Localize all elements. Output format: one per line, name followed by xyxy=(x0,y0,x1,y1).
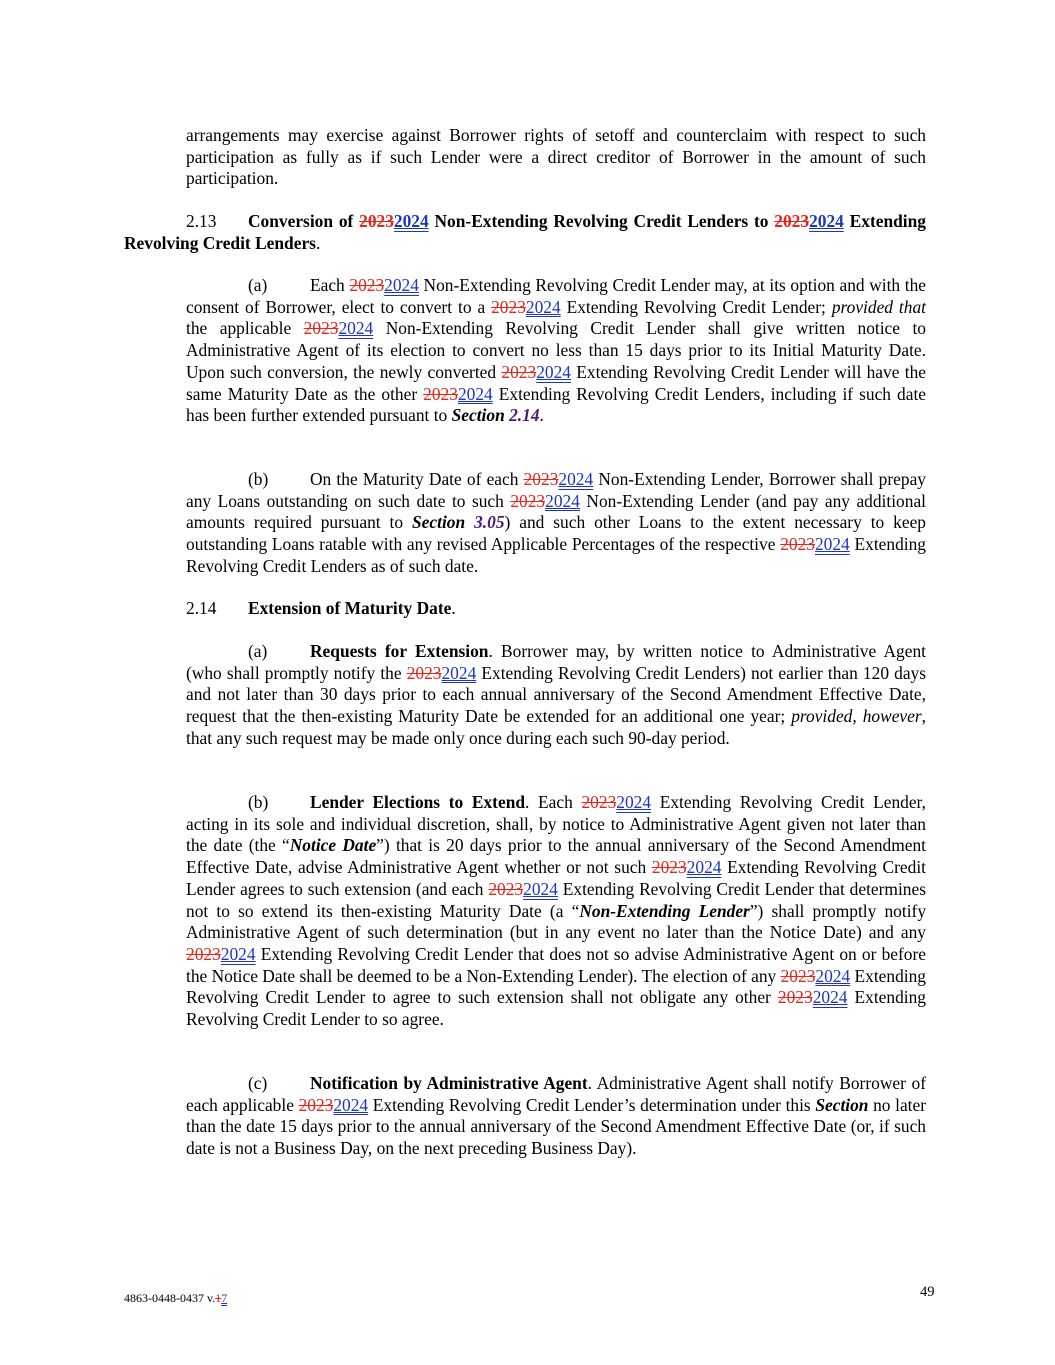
defined-term: Notice Date xyxy=(289,835,377,856)
clause-title: Notification by Administrative Agent xyxy=(310,1073,588,1093)
clause-label: (a) xyxy=(248,641,268,661)
inserted-year: 2024 xyxy=(333,1094,369,1115)
section-2-14-heading: 2.14 Extension of Maturity Date. xyxy=(186,598,456,618)
section-2-13-a xyxy=(186,275,926,427)
inserted-year: 2024 xyxy=(384,275,419,295)
clause-label: (a) xyxy=(248,275,268,295)
inserted-year: 2024 xyxy=(457,383,493,404)
deleted-year: 2023 xyxy=(510,490,546,511)
inserted-year: 2024 xyxy=(393,211,429,231)
deleted-year: 2023 xyxy=(406,662,442,683)
defined-term: Non-Extending Lender xyxy=(579,900,750,921)
deleted-year: 2023 xyxy=(491,296,526,317)
page-number: 49 xyxy=(920,1284,935,1300)
inserted-year: 2024 xyxy=(815,965,851,986)
deleted-year: 2023 xyxy=(777,987,813,1008)
section-2-13-b xyxy=(186,469,926,578)
deleted-year: 2023 xyxy=(780,534,815,555)
section-2-14-b xyxy=(186,792,926,1031)
deleted-year: 2023 xyxy=(523,469,559,489)
clause-label: (b) xyxy=(248,792,269,812)
section-number: 2.13 xyxy=(186,211,217,231)
clause-label: (c) xyxy=(248,1073,268,1093)
inserted-year: 2024 xyxy=(536,361,571,382)
deleted-year: 2023 xyxy=(501,361,537,382)
inserted-year: 2024 xyxy=(616,792,652,812)
italic-term: provided, however xyxy=(791,706,922,727)
inserted-version: 7 xyxy=(221,1291,228,1305)
inserted-year: 2024 xyxy=(525,296,561,317)
section-reference[interactable]: Section 3.05 xyxy=(412,512,505,533)
paragraph-text: (b) On the Maturity Date of each 20232024 Non-Extending Lender, Borrower shall prepay any Loans outstanding on such date to such 20232024 Non-Extending Lender (and pay any additional amounts required pursuant to Section 3.05) and such other Loans to the extent necessary to keep outstanding Loans ratable with any revised Applicable Percentages of the respective 20232024 Extending Revolving Credit Lenders as of such date. xyxy=(186,469,926,576)
section-2-13-heading: 2.13 Conversion of 20232024 Non-Extending Revolving Credit Lenders to 20232024 Extending Revolving Credit Lenders. xyxy=(124,211,926,253)
paragraph-text: (a) Requests for Extension. Borrower may, by written notice to Administrative Agent (who shall promptly notify the 20232024 Extending Revolving Credit Lenders) not earlier than 120 days and not later than 30 days prior to each annual anniversary of the Second Amendment Effective Date, request that the then-existing Maturity Date be extended for an additional one year; provided, however, that any such request may be made only once during each such 90-day period. xyxy=(186,641,927,748)
inserted-year: 2024 xyxy=(338,318,374,339)
paragraph-text: (b) Lender Elections to Extend. Each 20232024 Extending Revolving Credit Lender, acting in its sole and individual discretion, shall, by notice to Administrative Agent given not later than the date (the “Notice Date”) that is 20 days prior to the annual anniversary of the Second Amendment Effective Date, advise Administrative Agent whether or not such 20232024 Extending Revolving Credit Lender agrees to such extension (and each 20232024 Extending Revolving Credit Lender that determines not to so extend its then-existing Maturity Date (a “Non-Extending Lender”) shall promptly notify Administrative Agent of such determination (but in any event no later than the Notice Date) and any 20232024 Extending Revolving Credit Lender that does not so advise Administrative Agent on or before the Notice Date shall be deemed to be a Non-Extending Lender). The election of any 20232024 Extending Revolving Credit Lender to agree to such extension shall not obligate any other 20232024 Extending Revolving Credit Lender to so agree. xyxy=(186,792,927,1030)
inserted-year: 2024 xyxy=(523,878,558,899)
italic-term: provided that xyxy=(831,296,926,317)
section-title: Extension of Maturity Date xyxy=(248,598,452,618)
section-2-14-c xyxy=(186,1073,926,1160)
deleted-year: 2023 xyxy=(488,878,524,899)
clause-title: Requests for Extension xyxy=(310,641,489,661)
section-reference[interactable]: Section 2.14 xyxy=(451,405,540,426)
inserted-year: 2024 xyxy=(814,534,850,555)
deleted-year: 2023 xyxy=(774,211,810,231)
paragraph-text: arrangements may exercise against Borrower rights of setoff and counterclaim with respect to such participation as fully as if such Lender were a direct creditor of Borrower in the amount of such participation. xyxy=(186,125,926,189)
inserted-year: 2024 xyxy=(441,662,477,683)
section-2-14-a xyxy=(186,641,926,750)
section-title: Conversion of 20232024 Non-Extending Revolving Credit Lenders to 20232024 Extending Revolving Credit Lenders xyxy=(124,211,926,253)
inserted-year: 2024 xyxy=(812,987,848,1008)
clause-title: Lender Elections to Extend xyxy=(310,792,526,812)
deleted-year: 2023 xyxy=(349,275,385,295)
deleted-year: 2023 xyxy=(651,857,687,878)
inserted-year: 2024 xyxy=(686,857,722,878)
deleted-year: 2023 xyxy=(581,792,617,812)
inserted-year: 2024 xyxy=(545,490,580,511)
section-number: 2.14 xyxy=(186,598,217,618)
clause-label: (b) xyxy=(248,469,269,489)
paragraph-text: (c) Notification by Administrative Agent. Administrative Agent shall notify Borrower of each applicable 20232024 Extending Revolving Credit Lender’s determination under this Section no later than the date 15 days prior to the annual anniversary of the Second Amendment Effective Date (or, if such date is not a Business Day, on the next preceding Business Day). xyxy=(186,1073,926,1159)
deleted-version: 1 xyxy=(215,1291,222,1305)
deleted-year: 2023 xyxy=(298,1094,334,1115)
paragraph-text: (a) Each 20232024 Non-Extending Revolving Credit Lender may, at its option and with the consent of Borrower, elect to convert to a 20232024 Extending Revolving Credit Lender; provided that the applicable 20232024 Non-Extending Revolving Credit Lender shall give written notice to Administrative Agent of its election to convert no less than 15 days prior to its Initial Maturity Date. Upon such conversion, the newly converted 20232024 Extending Revolving Credit Lender will have the same Maturity Date as the other 20232024 Extending Revolving Credit Lenders, including if such date has been further extended pursuant to Section 2.14. xyxy=(186,275,926,426)
inserted-year: 2024 xyxy=(809,211,844,231)
inserted-year: 2024 xyxy=(220,943,256,964)
deleted-year: 2023 xyxy=(423,383,458,404)
paragraph-participation-continued xyxy=(186,125,926,190)
inserted-year: 2024 xyxy=(558,469,594,489)
section-reference[interactable]: Section xyxy=(815,1094,869,1115)
document-id: 4863-0448-0437 v.17 xyxy=(124,1291,228,1305)
deleted-year: 2023 xyxy=(303,318,339,339)
deleted-year: 2023 xyxy=(359,211,394,231)
deleted-year: 2023 xyxy=(186,943,221,964)
deleted-year: 2023 xyxy=(780,965,816,986)
